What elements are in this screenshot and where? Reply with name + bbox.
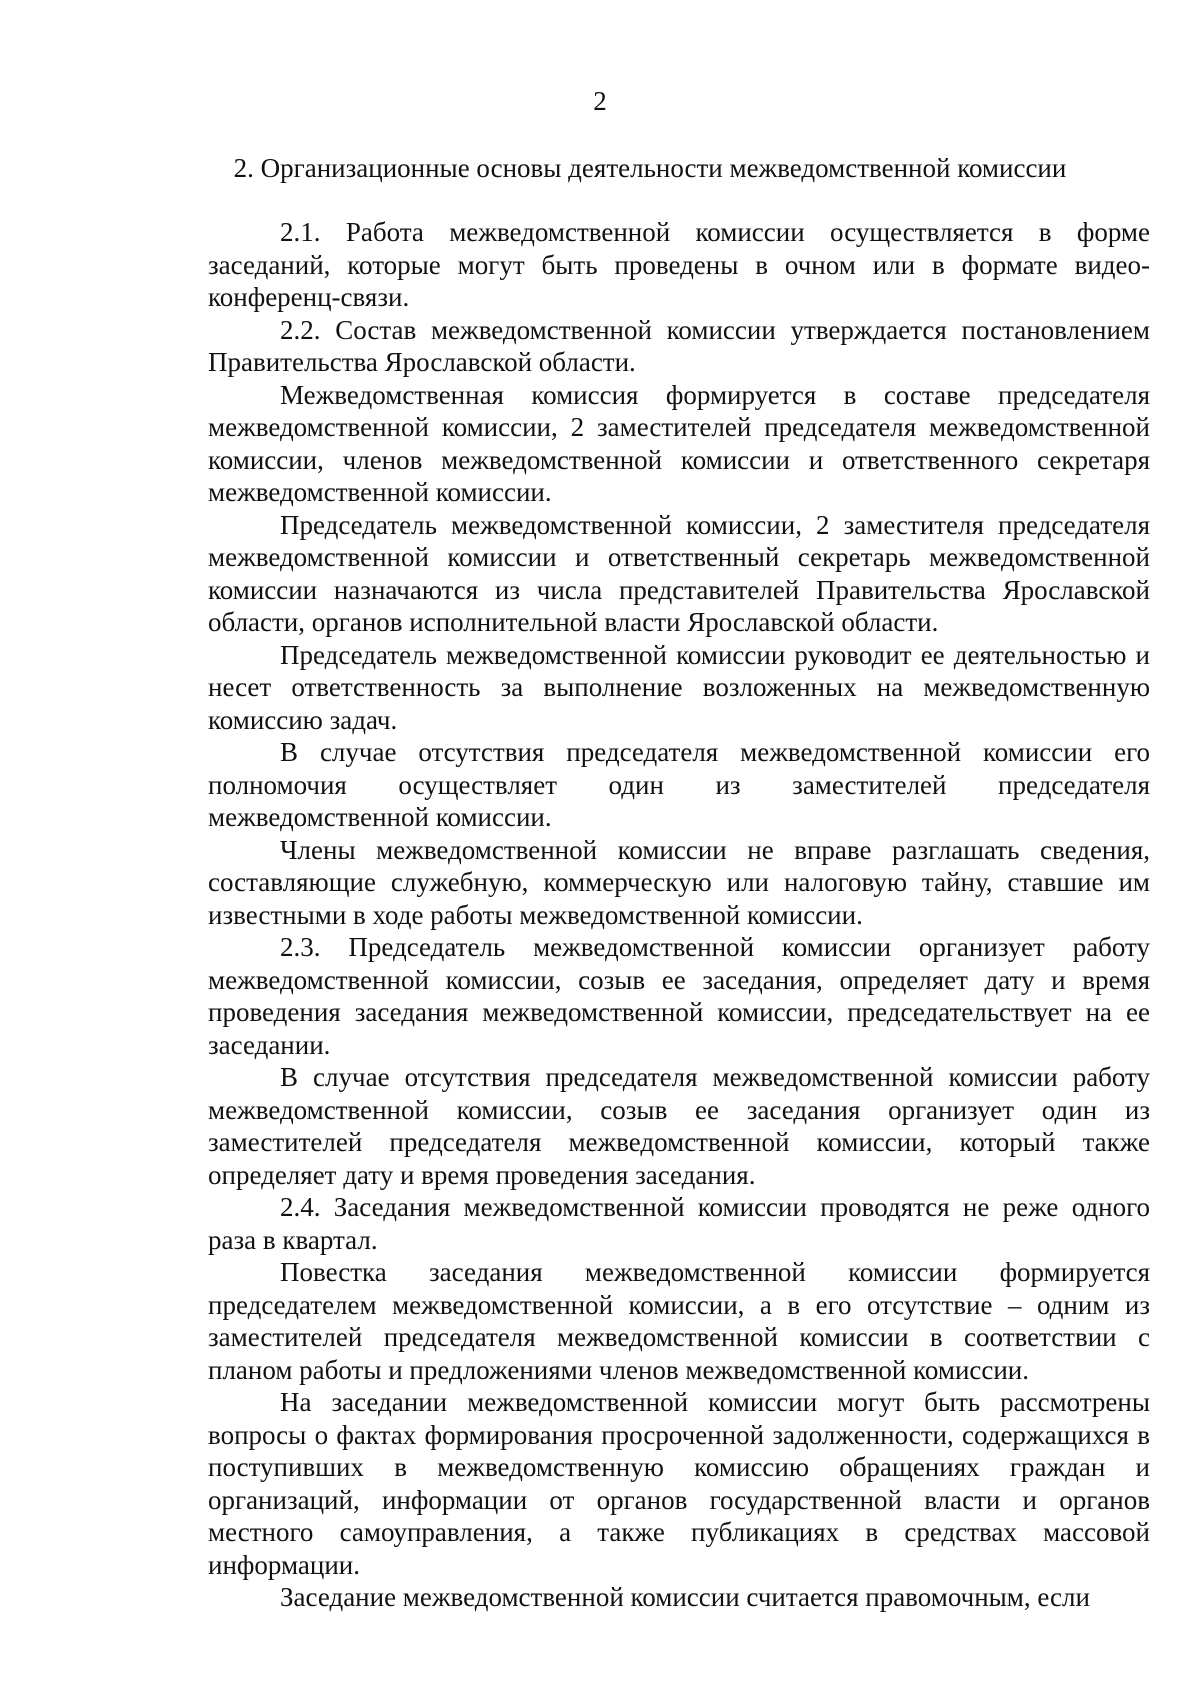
document-body xyxy=(208,216,1150,1614)
paragraph-chairman-role: Председатель межведомственной комиссии руководит ее деятельностью и несет ответственность за выполнение возложенных на межведомственную комиссию задач. xyxy=(208,639,1150,735)
paragraph-agenda: Повестка заседания межведомственной комиссии формируется председателем межведомственной комиссии, а в его отсутствие – одним из заместителей председателя межведомственной комиссии в соответствии с планом работы и предложениями членов межведомственной комиссии. xyxy=(208,1257,1150,1385)
paragraph-2-3: 2.3. Председатель межведомственной комиссии организует работу межведомственной комиссии, созыв ее заседания, определяет дату и время проведения заседания межведомственной комиссии, председательствует на ее заседании. xyxy=(208,932,1150,1060)
page-number: 2 xyxy=(593,86,607,116)
paragraph-chairman-absence: В случае отсутствия председателя межведомственной комиссии его полномочия осуществляет один из заместителей председателя межведомственной комиссии. xyxy=(208,737,1150,832)
paragraph-2-4: 2.4. Заседания межведомственной комиссии проводятся не реже одного раза в квартал. xyxy=(208,1192,1150,1255)
paragraph-composition: Межведомственная комиссия формируется в составе председателя межведомственной комиссии, 2 заместителей председателя межведомственной комиссии, членов межведомственной комиссии и ответственного секретаря межведомственной комиссии. xyxy=(208,379,1150,507)
paragraph-confidentiality: Члены межведомственной комиссии не вправе разглашать сведения, составляющие служебную, коммерческую или налоговую тайну, ставшие им известными в ходе работы межведомственной комиссии. xyxy=(208,834,1150,930)
paragraph-2-1: 2.1. Работа межведомственной комиссии осуществляется в форме заседаний, которые могут быть проведены в очном или в формате видео-конференц-связи. xyxy=(208,217,1150,312)
paragraph-quorum: Заседание межведомственной комиссии считается правомочным, если xyxy=(280,1582,1090,1612)
paragraph-deputy-organizes: В случае отсутствия председателя межведомственной комиссии работу межведомственной комиссии, созыв ее заседания организует один из заместителей председателя межведомственной комиссии, который также определяет дату и время проведения заседания. xyxy=(208,1062,1150,1190)
paragraph-questions: На заседании межведомственной комиссии могут быть рассмотрены вопросы о фактах формирования просроченной задолженности, содержащихся в поступивших в межведомственную комиссию обращениях граждан и организаций, информации от органов государственной власти и органов местного самоуправления, а также публикациях в средствах массовой информации. xyxy=(208,1387,1150,1580)
section-heading: 2. Организационные основы деятельности межведомственной комиссии xyxy=(233,153,1067,183)
paragraph-appointment: Председатель межведомственной комиссии, 2 заместителя председателя межведомственной комиссии и ответственный секретарь межведомственной комиссии назначаются из числа представителей Правительства Ярославской области, органов исполнительной власти Ярославской области. xyxy=(208,509,1150,637)
paragraph-2-2: 2.2. Состав межведомственной комиссии утверждается постановлением Правительства Ярославской области. xyxy=(208,314,1150,377)
